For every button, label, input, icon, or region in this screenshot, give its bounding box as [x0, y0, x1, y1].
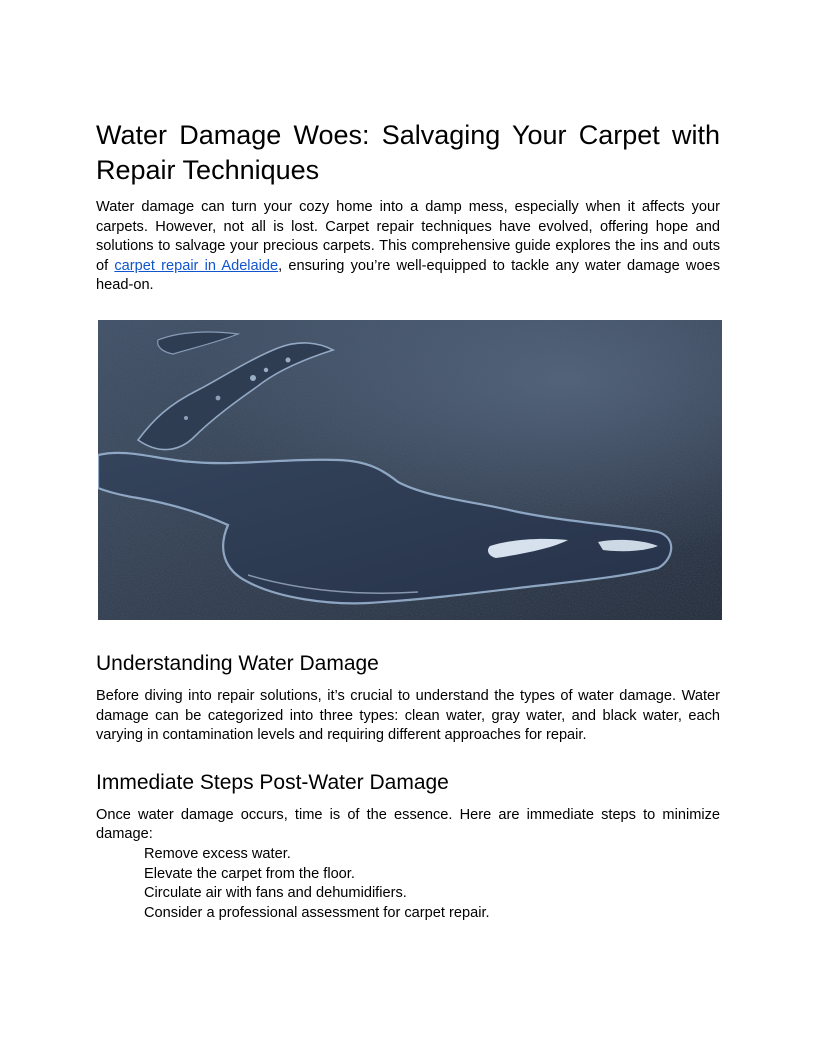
section-heading-understanding: Understanding Water Damage [96, 651, 379, 675]
water-puddle-on-carpet-photo [98, 320, 722, 620]
list-item: Consider a professional assessment for carpet repair. [144, 904, 490, 921]
intro-text-end: , ensuring you’re well-equipped to tackle any water damage woes head-on. [96, 257, 720, 294]
section-understanding-body: Before diving into repair solutions, it’s crucial to understand the types of water damage. Water damage can be categorized into three types: clean water, gray water, and black water, each varying in contamination levels and requiring different approaches for repair. [96, 687, 720, 744]
list-item: Remove excess water. [144, 845, 291, 862]
immediate-steps-list [96, 845, 720, 923]
list-item: Elevate the carpet from the floor. [144, 865, 355, 882]
article-title: Water Damage Woes: Salvaging Your Carpet with Repair Techniques [96, 120, 720, 185]
carpet-repair-link[interactable]: carpet repair in Adelaide [114, 257, 279, 274]
intro-paragraph [96, 198, 720, 296]
section-heading-immediate-steps: Immediate Steps Post-Water Damage [96, 770, 449, 794]
intro-text-start: Water damage can turn your cozy home into a damp mess, especially when it affects your carpets. However, not all is lost. Carpet repair techniques have evolved, offering hope and solutions to salvage your precious carpets. This comprehensive guide explores the ins and outs of [96, 199, 720, 274]
list-item: Circulate air with fans and dehumidifiers. [144, 885, 407, 902]
section-immediate-steps-body: Once water damage occurs, time is of the essence. Here are immediate steps to minimize damage: [96, 806, 720, 843]
document-page [96, 118, 720, 923]
